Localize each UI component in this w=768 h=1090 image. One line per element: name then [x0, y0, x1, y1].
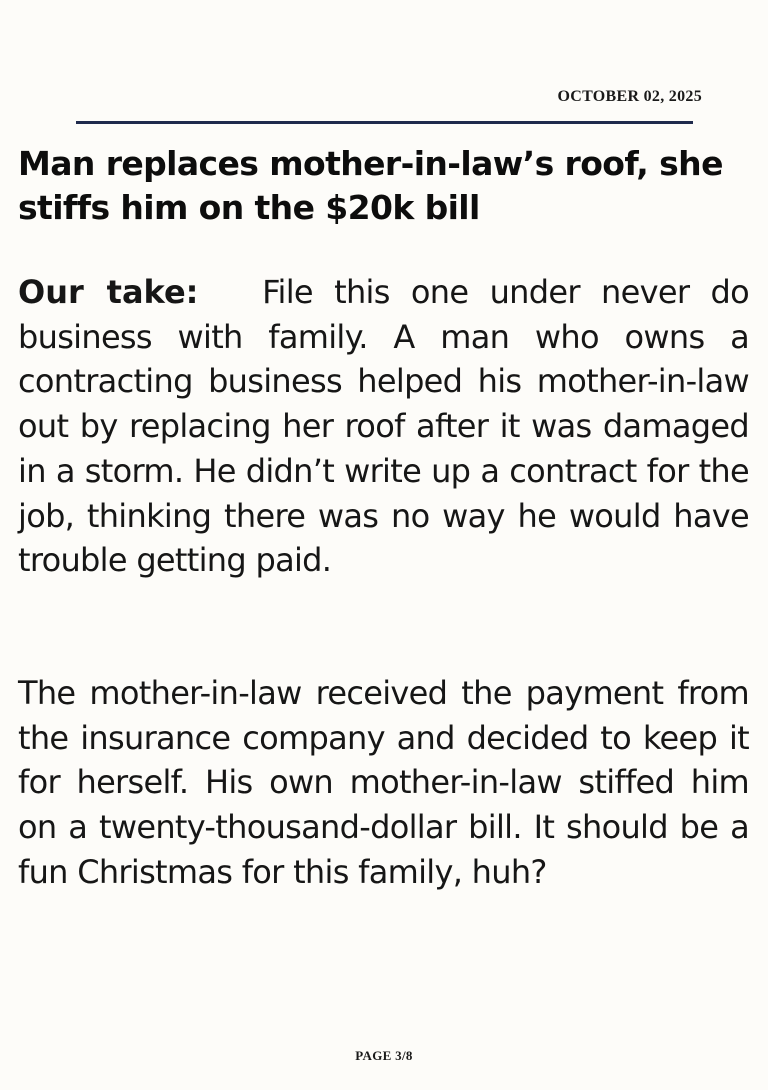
article-headline: Man replaces mother-in-law’s roof, she stiffs him on the $20k bill — [18, 144, 723, 227]
article-paragraph-1 — [18, 270, 749, 583]
paragraph-1-text: File this one under never do business with family. A man who owns a contracting business helped his mother-in-law out by replacing her roof after it was damaged in a storm. He didn’t write up a contract for the job, thinking there was no way he would have trouble getting paid. — [18, 273, 749, 580]
header-divider — [76, 121, 693, 124]
publication-date: OCTOBER 02, 2025 — [557, 88, 702, 105]
paragraph-2-text: The mother-in-law received the payment from the insurance company and decided to keep it for herself. His own mother-in-law stiffed him on a twenty-thousand-dollar bill. It should be a fun Christmas for this family, huh? — [18, 674, 749, 891]
article-paragraph-2 — [18, 671, 749, 895]
page-number: PAGE 3/8 — [355, 1048, 413, 1063]
our-take-label: Our take: — [18, 273, 199, 311]
